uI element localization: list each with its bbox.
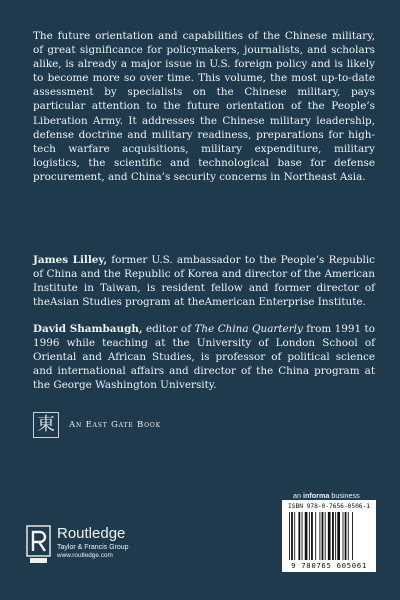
barcode [282, 500, 376, 572]
publisher-name: Routledge [57, 525, 126, 542]
editor-bio-text: from 1991 to 1996 while teaching at the University of London School of Oriental and African Studies, is professor of political science and international affairs and director of the China program at the George Washington University. [33, 323, 375, 392]
journal-title: The China Quarterly [194, 323, 303, 335]
editor-name: David Shambaugh, [33, 323, 143, 335]
blurb-paragraph: The future orientation and capabilities of the Chinese military, of great significance for policymakers, journalists, and scholars alike, is already a major issue in U.S. foreign policy and is likely to become more so over time. This volume, the most up-to-date assessment by specialists on the Chinese military, pays particular attention to the future orientation of the People’s Liberation Army. It addresses the Chinese military leadership, defense doctrine and military readiness, preparations for high-tech warfare acquisitions, military expenditure, military logistics, the scientific and technological base for defense procurement, and China’s security concerns in Northeast Asia. [33, 30, 375, 183]
east-gate-seal-icon: 東 [33, 412, 59, 438]
editor-bio-lilley [33, 253, 375, 309]
informa-tagline: an informa business [293, 491, 360, 500]
barcode-bars-icon [289, 512, 369, 560]
editor-bio-shambaugh [33, 322, 375, 392]
publisher-group: Taylor & Francis Group [57, 544, 129, 551]
routledge-r-logo-icon [26, 525, 51, 565]
east-gate-label: An East Gate Book [69, 420, 161, 430]
isbn-text: ISBN 978-0-7656-0506-1 [288, 503, 370, 510]
publisher-logo [26, 525, 129, 565]
publisher-url[interactable]: www.routledge.com [57, 552, 113, 559]
editor-bio-text: editor of [142, 323, 195, 335]
informa-brand: informa [303, 491, 330, 500]
east-gate-imprint [33, 412, 161, 438]
barcode-number: 9 780765 605061 [291, 561, 367, 570]
editor-name: James Lilley, [33, 254, 108, 266]
editor-bio-text: former U.S. ambassador to the People’s Republic of China and the Republic of Korea and director of the American Institute in Taiwan, is resident fellow and former director of theAsian Studies program at theAmerican Enterprise Institute. [33, 254, 375, 309]
